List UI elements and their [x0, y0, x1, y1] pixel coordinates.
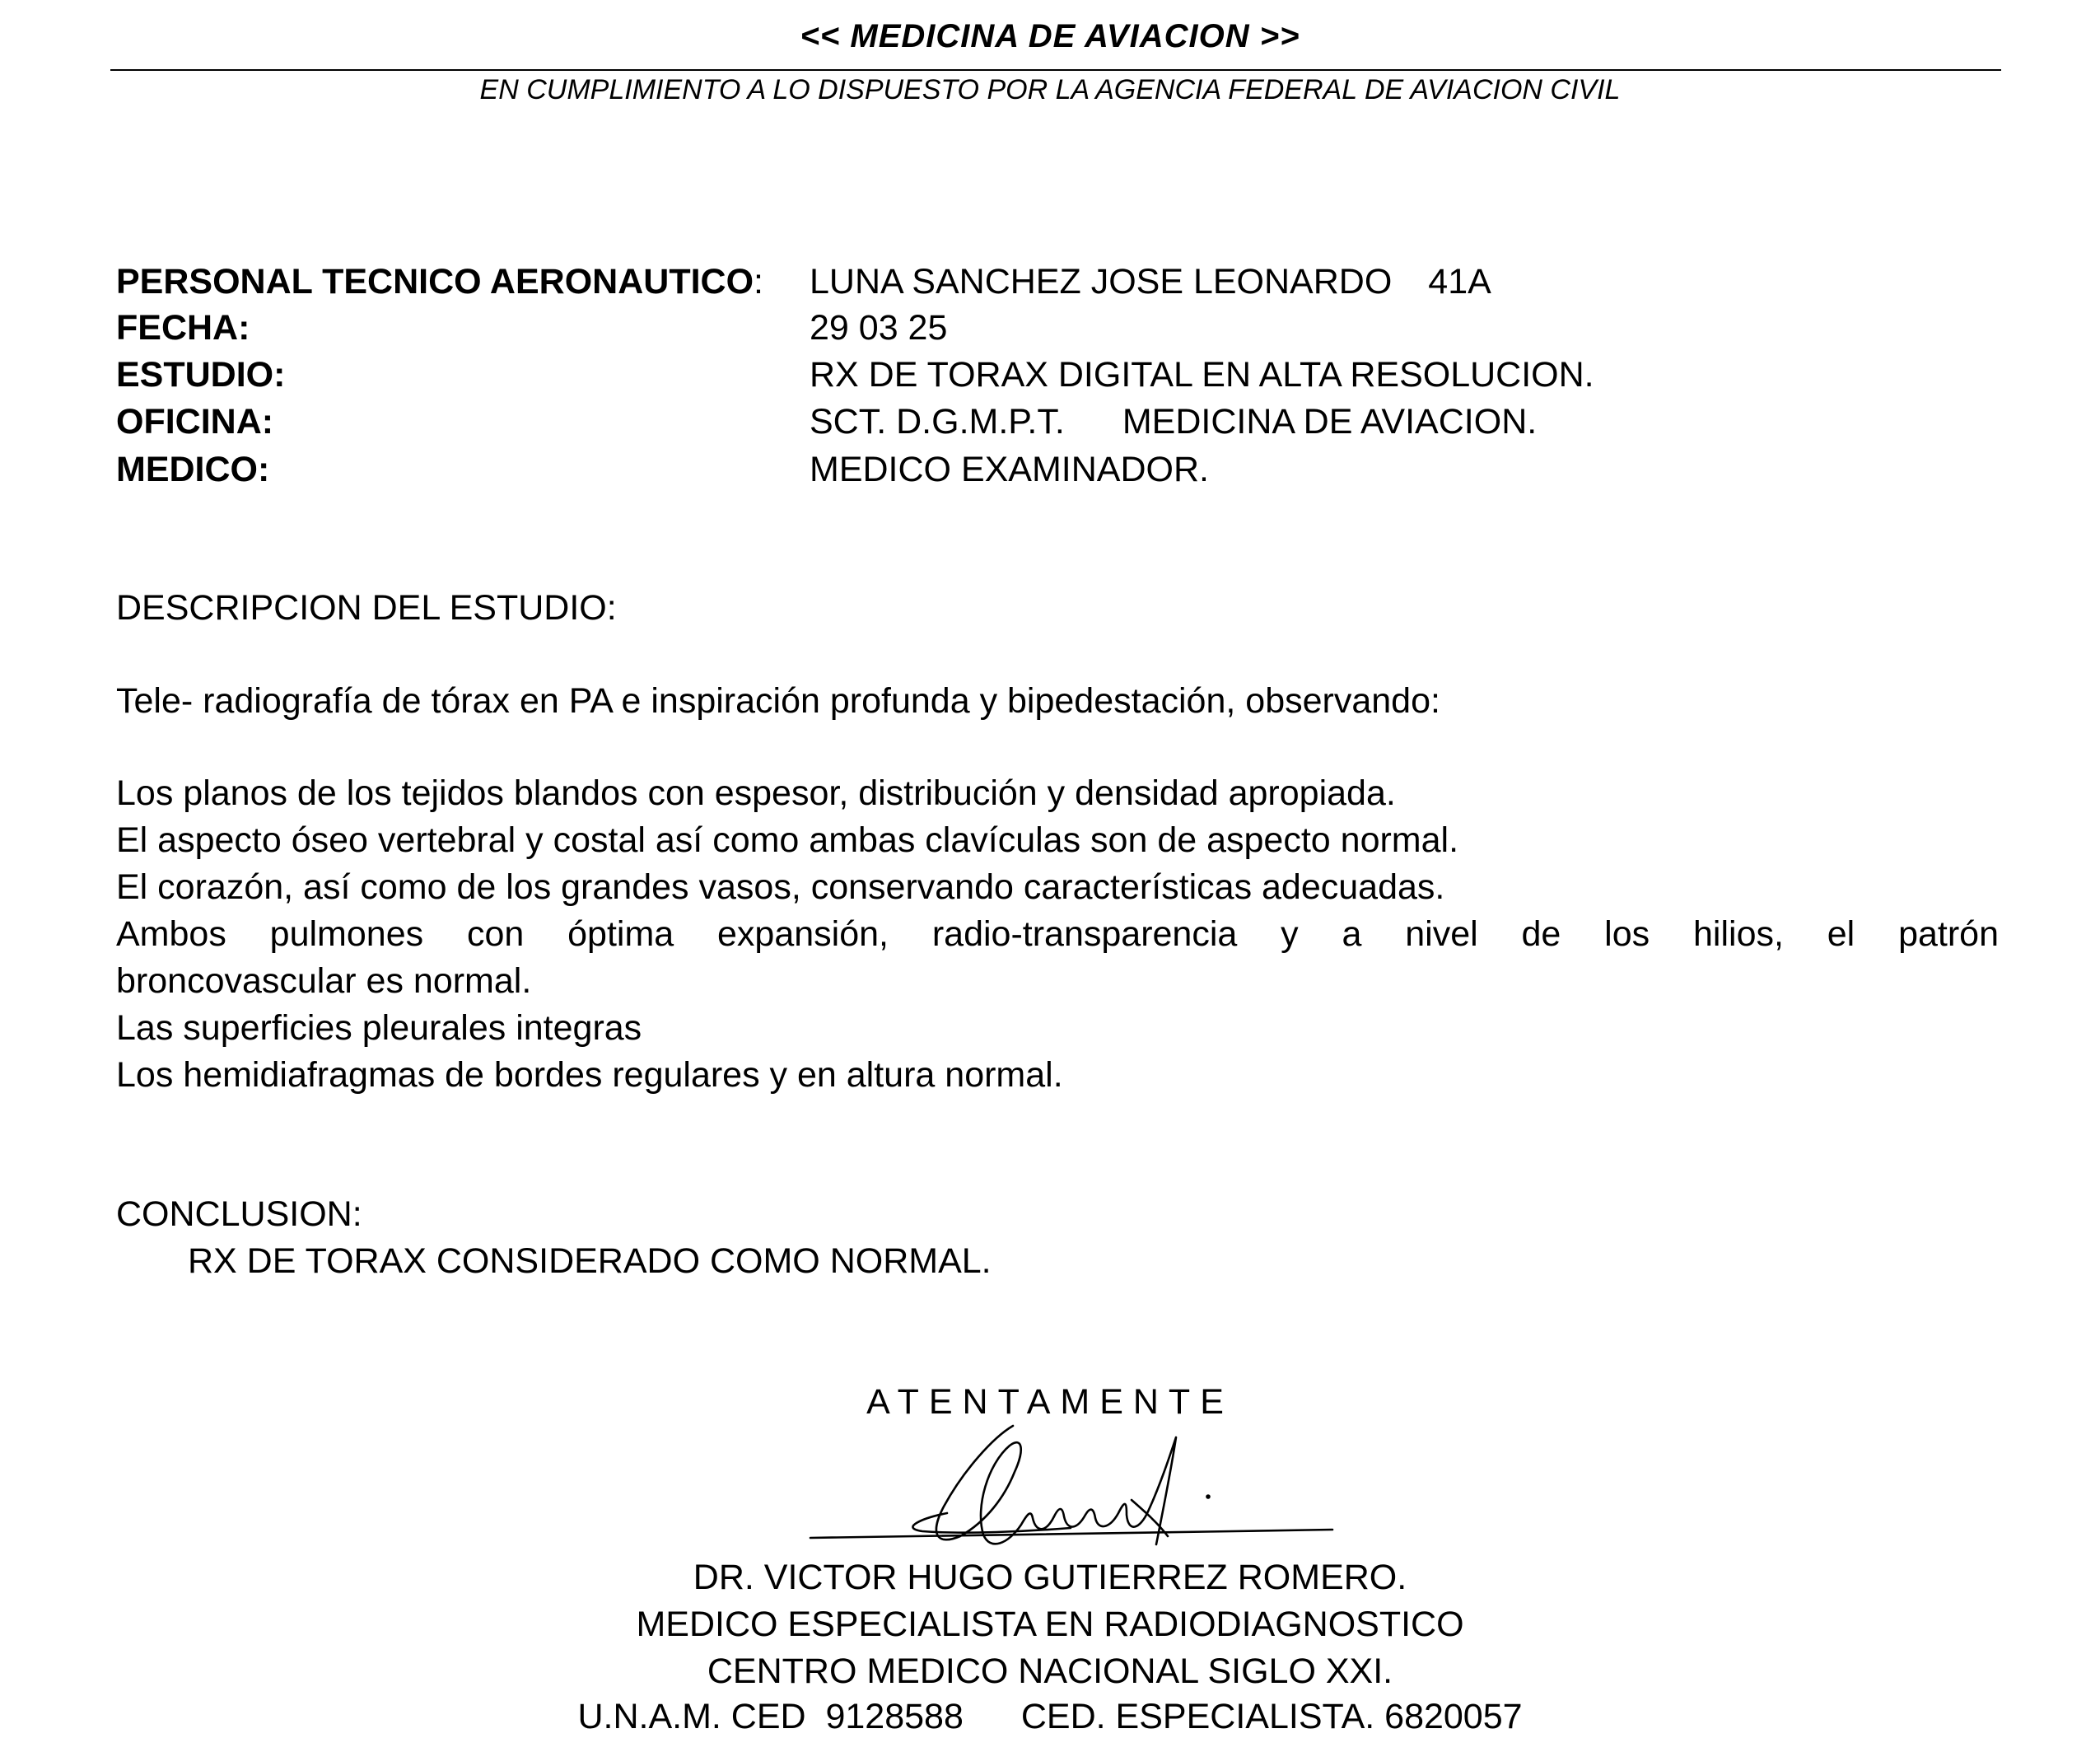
finding-diaphragm: Los hemidiafragmas de bordes regulares y en altura normal. — [116, 1055, 1063, 1095]
finding-pleura: Las superficies pleurales integras — [116, 1008, 642, 1048]
personal-label-text: PERSONAL TECNICO AERONAUTICO — [116, 262, 754, 301]
handwritten-signature — [799, 1421, 1342, 1577]
doctor-credentials — [0, 1697, 2100, 1737]
conclusion-heading: CONCLUSION: — [116, 1194, 362, 1234]
estudio-value: RX DE TORAX DIGITAL EN ALTA RESOLUCION. — [810, 355, 1594, 395]
oficina-value-1: SCT. D.G.M.P.T. — [810, 402, 1065, 442]
closing-atentamente: ATENTAMENTE — [866, 1382, 1234, 1422]
finding-soft-tissue: Los planos de los tejidos blandos con espesor, distribución y densidad apropiada. — [116, 773, 1396, 813]
conclusion-text: RX DE TORAX CONSIDERADO COMO NORMAL. — [188, 1241, 992, 1281]
fecha-value: 29 03 25 — [810, 308, 948, 348]
personal-value — [810, 262, 1491, 302]
document-subtitle: EN CUMPLIMIENTO A LO DISPUESTO POR LA AGENCIA FEDERAL DE AVIACION CIVIL — [479, 74, 1621, 105]
ced-especialista: CED. ESPECIALISTA. 6820057 — [1020, 1697, 1523, 1736]
personal-code: 41A — [1428, 262, 1491, 301]
description-heading: DESCRIPCION DEL ESTUDIO: — [116, 588, 617, 628]
finding-bones: El aspecto óseo vertebral y costal así como ambas clavículas son de aspecto normal. — [116, 820, 1459, 860]
finding-heart: El corazón, así como de los grandes vasos, conservando características adecuadas. — [116, 867, 1445, 907]
oficina-value — [810, 402, 1537, 442]
doctor-specialty: MEDICO ESPECIALISTA EN RADIODIAGNOSTICO — [636, 1605, 1464, 1644]
signature-stroke-main — [936, 1426, 1176, 1544]
header-divider — [110, 69, 2001, 71]
signature-underline — [810, 1530, 1332, 1538]
document-title: << MEDICINA DE AVIACION >> — [800, 18, 1300, 54]
medico-label: MEDICO: — [116, 450, 270, 489]
estudio-label: ESTUDIO: — [116, 355, 286, 395]
description-intro: Tele- radiografía de tórax en PA e inspiración profunda y bipedestación, observando: — [116, 681, 1440, 721]
doctor-name: DR. VICTOR HUGO GUTIERREZ ROMERO. — [693, 1558, 1407, 1597]
medico-value: MEDICO EXAMINADOR. — [810, 450, 1209, 489]
doctor-institution: CENTRO MEDICO NACIONAL SIGLO XXI. — [707, 1652, 1393, 1691]
ced-unam: U.N.A.M. CED 9128588 — [577, 1697, 964, 1736]
signature-dot — [1206, 1494, 1211, 1499]
oficina-label: OFICINA: — [116, 402, 274, 442]
finding-lungs-continued: broncovascular es normal. — [116, 961, 532, 1001]
oficina-value-2: MEDICINA DE AVIACION. — [1122, 402, 1538, 442]
fecha-label: FECHA: — [116, 308, 250, 348]
personal-name: LUNA SANCHEZ JOSE LEONARDO — [810, 262, 1393, 301]
personal-label-colon: : — [754, 262, 763, 301]
personal-label — [116, 262, 763, 302]
finding-lungs: Ambos pulmones con óptima expansión, radio-transparencia y a nivel de los hilios, el patrón — [116, 914, 1999, 954]
